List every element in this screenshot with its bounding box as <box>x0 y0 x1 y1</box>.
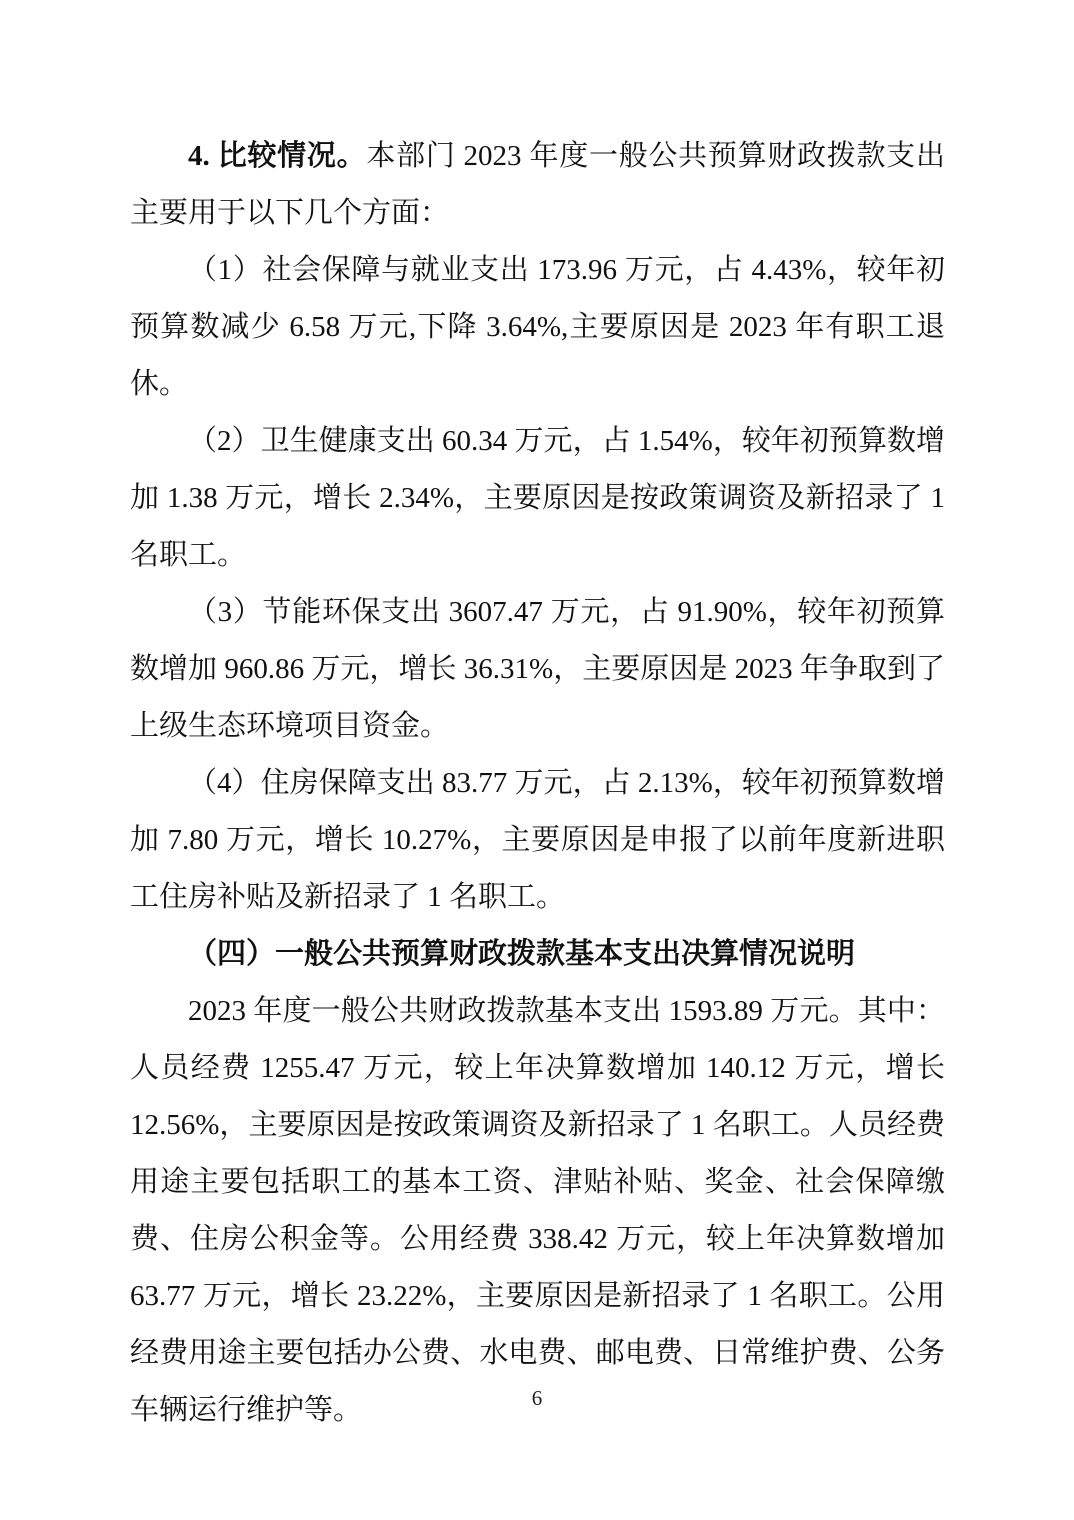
paragraph-comparison-intro <box>130 128 945 242</box>
paragraph-item-4-housing: （4）住房保障支出 83.77 万元，占 2.13%，较年初预算数增加 7.80 万元，增长 10.27%，主要原因是申报了以前年度新进职工住房补贴及新招录了 1 名职工。 <box>130 767 945 913</box>
document-body <box>130 128 945 1439</box>
paragraph-lead-bold: 4. 比较情况。 <box>188 140 367 172</box>
page-number: 6 <box>531 1386 543 1410</box>
paragraph-lead-rest: 本部门 2023 年度一般公共预算财政拨款支出主要用于以下几个方面： <box>130 140 945 229</box>
paragraph-item-2-health: （2）卫生健康支出 60.34 万元，占 1.54%，较年初预算数增加 1.38 万元，增长 2.34%，主要原因是按政策调资及新招录了 1 名职工。 <box>130 425 945 571</box>
section-heading-basic-expenditure: （四）一般公共预算财政拨款基本支出决算情况说明 <box>188 938 856 970</box>
paragraph-item-3-energy-environment: （3）节能环保支出 3607.47 万元，占 91.90%，较年初预算数增加 960.86 万元，增长 36.31%，主要原因是 2023 年争取到了上级生态环境项目资金。 <box>130 596 945 742</box>
paragraph-item-1-social-security: （1）社会保障与就业支出 173.96 万元，占 4.43%，较年初预算数减少 6.58 万元,下降 3.64%,主要原因是 2023 年有职工退休。 <box>130 254 945 400</box>
paragraph-basic-expenditure-detail: 2023 年度一般公共财政拨款基本支出 1593.89 万元。其中：人员经费 1255.47 万元，较上年决算数增加 140.12 万元，增长 12.56%，主要原因是按政策调资及新招录了 1 名职工。人员经费用途主要包括职工的基本工资、津贴补贴、奖金、社会保障缴费、住房公积金等。公用经费 338.42 万元，较上年决算数增加 63.77 万元，增长 23.22%，主要原因是新招录了 1 名职工。公用经费用途主要包括办公费、水电费、邮电费、日常维护费、公务车辆运行维护等。 <box>130 995 945 1426</box>
